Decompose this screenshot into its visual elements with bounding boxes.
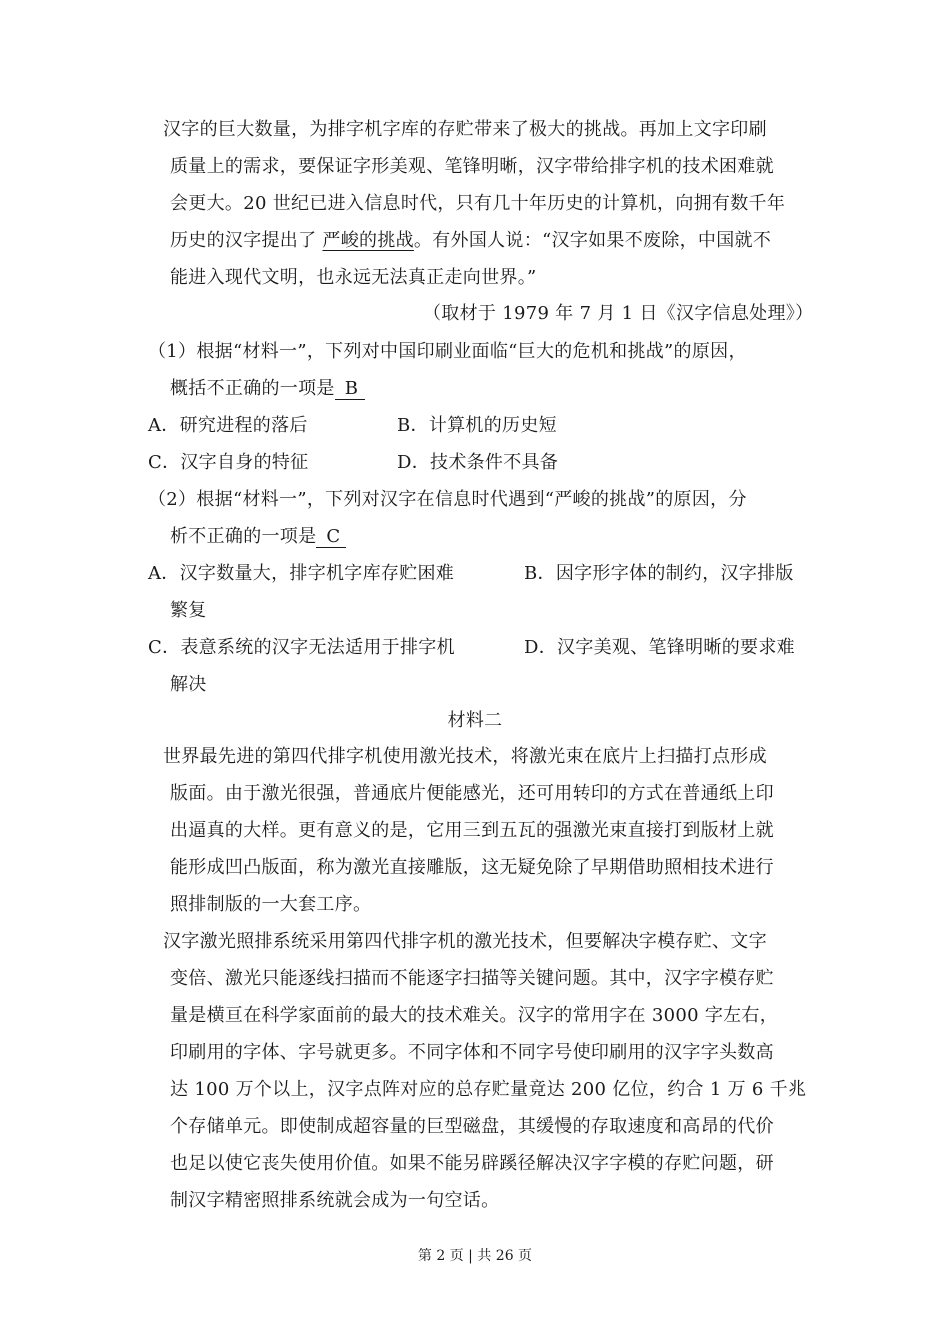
q1-option-a: A．研究进程的落后 [148, 415, 308, 436]
q2-stem-line-1: （2）根据“材料一”，下列对汉字在信息时代遇到“严峻的挑战”的原因，分 [148, 489, 747, 510]
q1-option-b: B．计算机的历史短 [397, 415, 557, 436]
material-2-heading: 材料二 [447, 710, 503, 731]
para2-line-1: 世界最先进的第四代排字机使用激光技术，将激光束在底片上扫描打点形成 [163, 746, 767, 767]
q1-stem-line-2 [170, 377, 365, 401]
page-footer: 第 2 页 | 共 26 页 [417, 1248, 533, 1264]
para1-line-5: 能进入现代文明，也永远无法真正走向世界。” [170, 267, 537, 288]
para1-line-2: 质量上的需求，要保证字形美观、笔锋明晰，汉字带给排字机的技术困难就 [170, 156, 774, 177]
q2-answer-blank [316, 527, 346, 548]
para3-line-2: 变倍、激光只能逐线扫描而不能逐字扫描等关键问题。其中，汉字字模存贮 [170, 968, 774, 989]
q1-stem-line-1: （1）根据“材料一”，下列对中国印刷业面临“巨大的危机和挑战”的原因， [148, 341, 747, 362]
para1-line-4 [170, 229, 771, 253]
para3-line-3: 量是横亘在科学家面前的最大的技术难关。汉字的常用字在 3000 字左右， [170, 1005, 779, 1026]
q2-option-d-cont: 解决 [170, 674, 207, 695]
para2-line-4: 能形成凹凸版面，称为激光直接雕版，这无疑免除了早期借助照相技术进行 [170, 857, 774, 878]
para2-line-2: 版面。由于激光很强，普通底片便能感光，还可用转印的方式在普通纸上印 [170, 783, 774, 804]
q1-option-d: D．技术条件不具备 [397, 452, 559, 473]
q2-stem-text: 析不正确的一项是 [170, 526, 317, 547]
para1-line-3: 会更大。20 世纪已进入信息时代，只有几十年历史的计算机，向拥有数千年 [170, 193, 786, 214]
para3-line-7: 也足以使它丧失使用价值。如果不能另辟蹊径解决汉字字模的存贮问题，研 [170, 1153, 774, 1174]
q2-option-d: D．汉字美观、笔锋明晰的要求难 [524, 637, 795, 658]
q1-stem-text: 概括不正确的一项是 [170, 378, 335, 399]
para2-line-5: 照排制版的一大套工序。 [170, 894, 372, 915]
source-citation: （取材于 1979 年 7 月 1 日《汉字信息处理》） [423, 303, 814, 324]
para1-line-4-a: 历史的汉字提出了 [170, 230, 323, 251]
q2-answer: C [326, 526, 341, 547]
underlined-phrase: 严峻的挑战 [322, 230, 414, 251]
q1-answer: B [344, 378, 359, 399]
para3-line-8: 制汉字精密照排系统就会成为一句空话。 [170, 1190, 500, 1211]
para3-line-5: 达 100 万个以上，汉字点阵对应的总存贮量竟达 200 亿位，约合 1 万 6 千兆 [170, 1079, 807, 1100]
q2-option-c: C．表意系统的汉字无法适用于排字机 [148, 637, 455, 658]
q2-option-a: A．汉字数量大，排字机字库存贮困难 [148, 563, 455, 584]
q2-stem-line-2 [170, 525, 346, 549]
para1-line-4-b: 。有外国人说：“汉字如果不废除，中国就不 [413, 230, 772, 251]
para3-line-6: 个存储单元。即使制成超容量的巨型磁盘，其缓慢的存取速度和高昂的代价 [170, 1116, 774, 1137]
q1-option-c: C．汉字自身的特征 [148, 452, 309, 473]
q1-answer-blank [335, 379, 365, 400]
para1-line-1: 汉字的巨大数量，为排字机字库的存贮带来了极大的挑战。再加上文字印刷 [163, 119, 767, 140]
q2-option-b: B．因字形字体的制约，汉字排版 [524, 563, 794, 584]
q2-option-b-cont: 繁复 [170, 600, 207, 621]
para3-line-1: 汉字激光照排系统采用第四代排字机的激光技术，但要解决字模存贮、文字 [163, 931, 767, 952]
para2-line-3: 出逼真的大样。更有意义的是，它用三到五瓦的强激光束直接打到版材上就 [170, 820, 774, 841]
para3-line-4: 印刷用的字体、字号就更多。不同字体和不同字号使印刷用的汉字字头数高 [170, 1042, 774, 1063]
